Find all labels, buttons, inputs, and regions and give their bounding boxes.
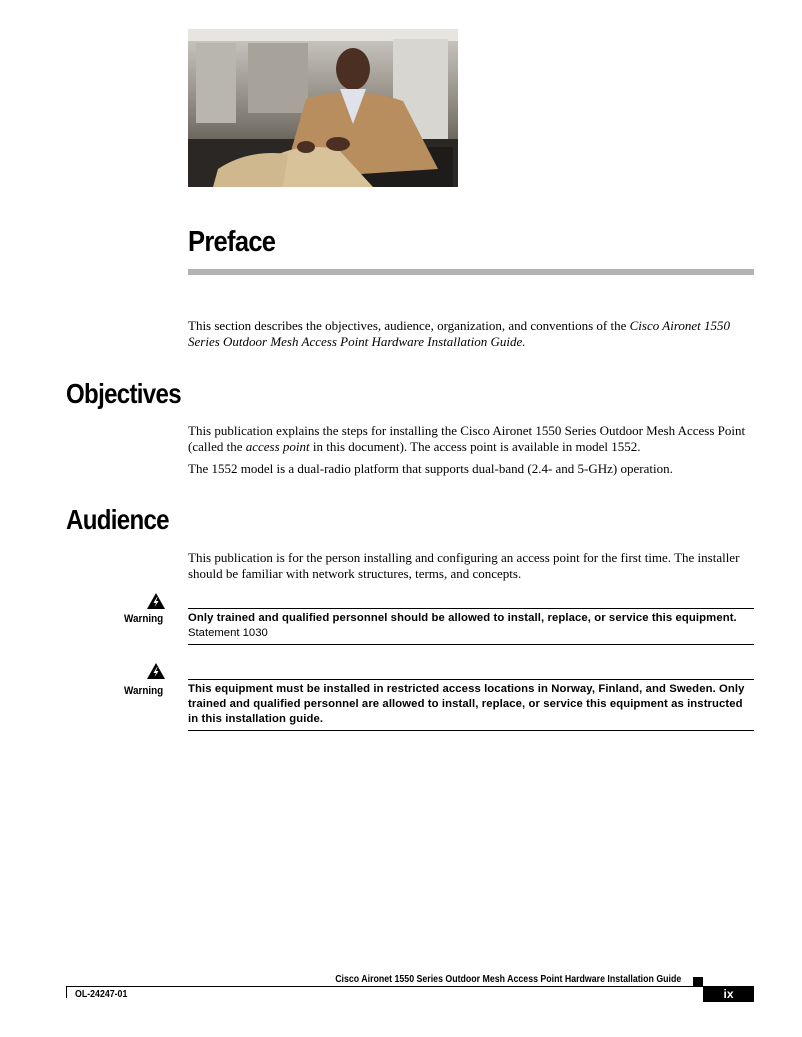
warning-2-text [188,682,754,727]
page-title: Preface [188,226,276,258]
warning-bottom-rule [188,730,754,731]
objectives-p1-before: This publication explains the steps for installing the Cisco Aironet 1550 Series Outdoor Mesh Access Point (called the [188,423,746,454]
audience-heading: Audience [66,504,169,535]
objectives-p1-italic: access point [245,439,310,454]
guide-title-italic: Cisco Aironet 1550 Series Outdoor Mesh Access Point Hardware Installation Guide. [188,318,731,349]
chapter-photo [188,29,458,187]
footer-guide-title: Cisco Aironet 1550 Series Outdoor Mesh Access Point Hardware Installation Guide [334,974,681,985]
objectives-heading: Objectives [66,378,181,409]
objectives-paragraph-1 [188,423,754,455]
warning-label: Warning [124,613,164,625]
warning-top-rule [188,608,754,609]
warning-1-statement: Statement 1030 [188,627,268,639]
title-rule [188,269,754,275]
warning-label: Warning [124,685,164,697]
objectives-p1-after: in this document). The access point is available in model 1552. [309,439,641,454]
person-seated-photo [188,29,458,187]
warning-top-rule [188,679,754,680]
footer-tick [66,986,67,998]
warning-bottom-rule [188,644,754,645]
page-number: ix [703,986,754,1002]
footer-rule [66,986,754,987]
warning-2-bold: This equipment must be installed in restricted access locations in Norway, Finland, and Sweden. Only trained and qualified personnel are allowed to install, replace, or service this equipment as instructed in this installation guide. [188,683,745,725]
warning-triangle-icon [146,662,166,680]
footer-doc-number: OL-24247-01 [75,989,128,1000]
warning-triangle-icon [146,592,166,610]
warning-1-text [188,611,754,641]
objectives-paragraph-2: The 1552 model is a dual-radio platform that supports dual-band (2.4- and 5-GHz) operation. [188,461,673,476]
warning-1-bold: Only trained and qualified personnel should be allowed to install, replace, or service this equipment. [188,612,737,624]
intro-text: This section describes the objectives, audience, organization, and conventions of the [188,318,630,333]
audience-paragraph: This publication is for the person installing and configuring an access point for the first time. The installer should be familiar with network structures, terms, and concepts. [188,550,740,581]
preface-intro [188,318,754,350]
